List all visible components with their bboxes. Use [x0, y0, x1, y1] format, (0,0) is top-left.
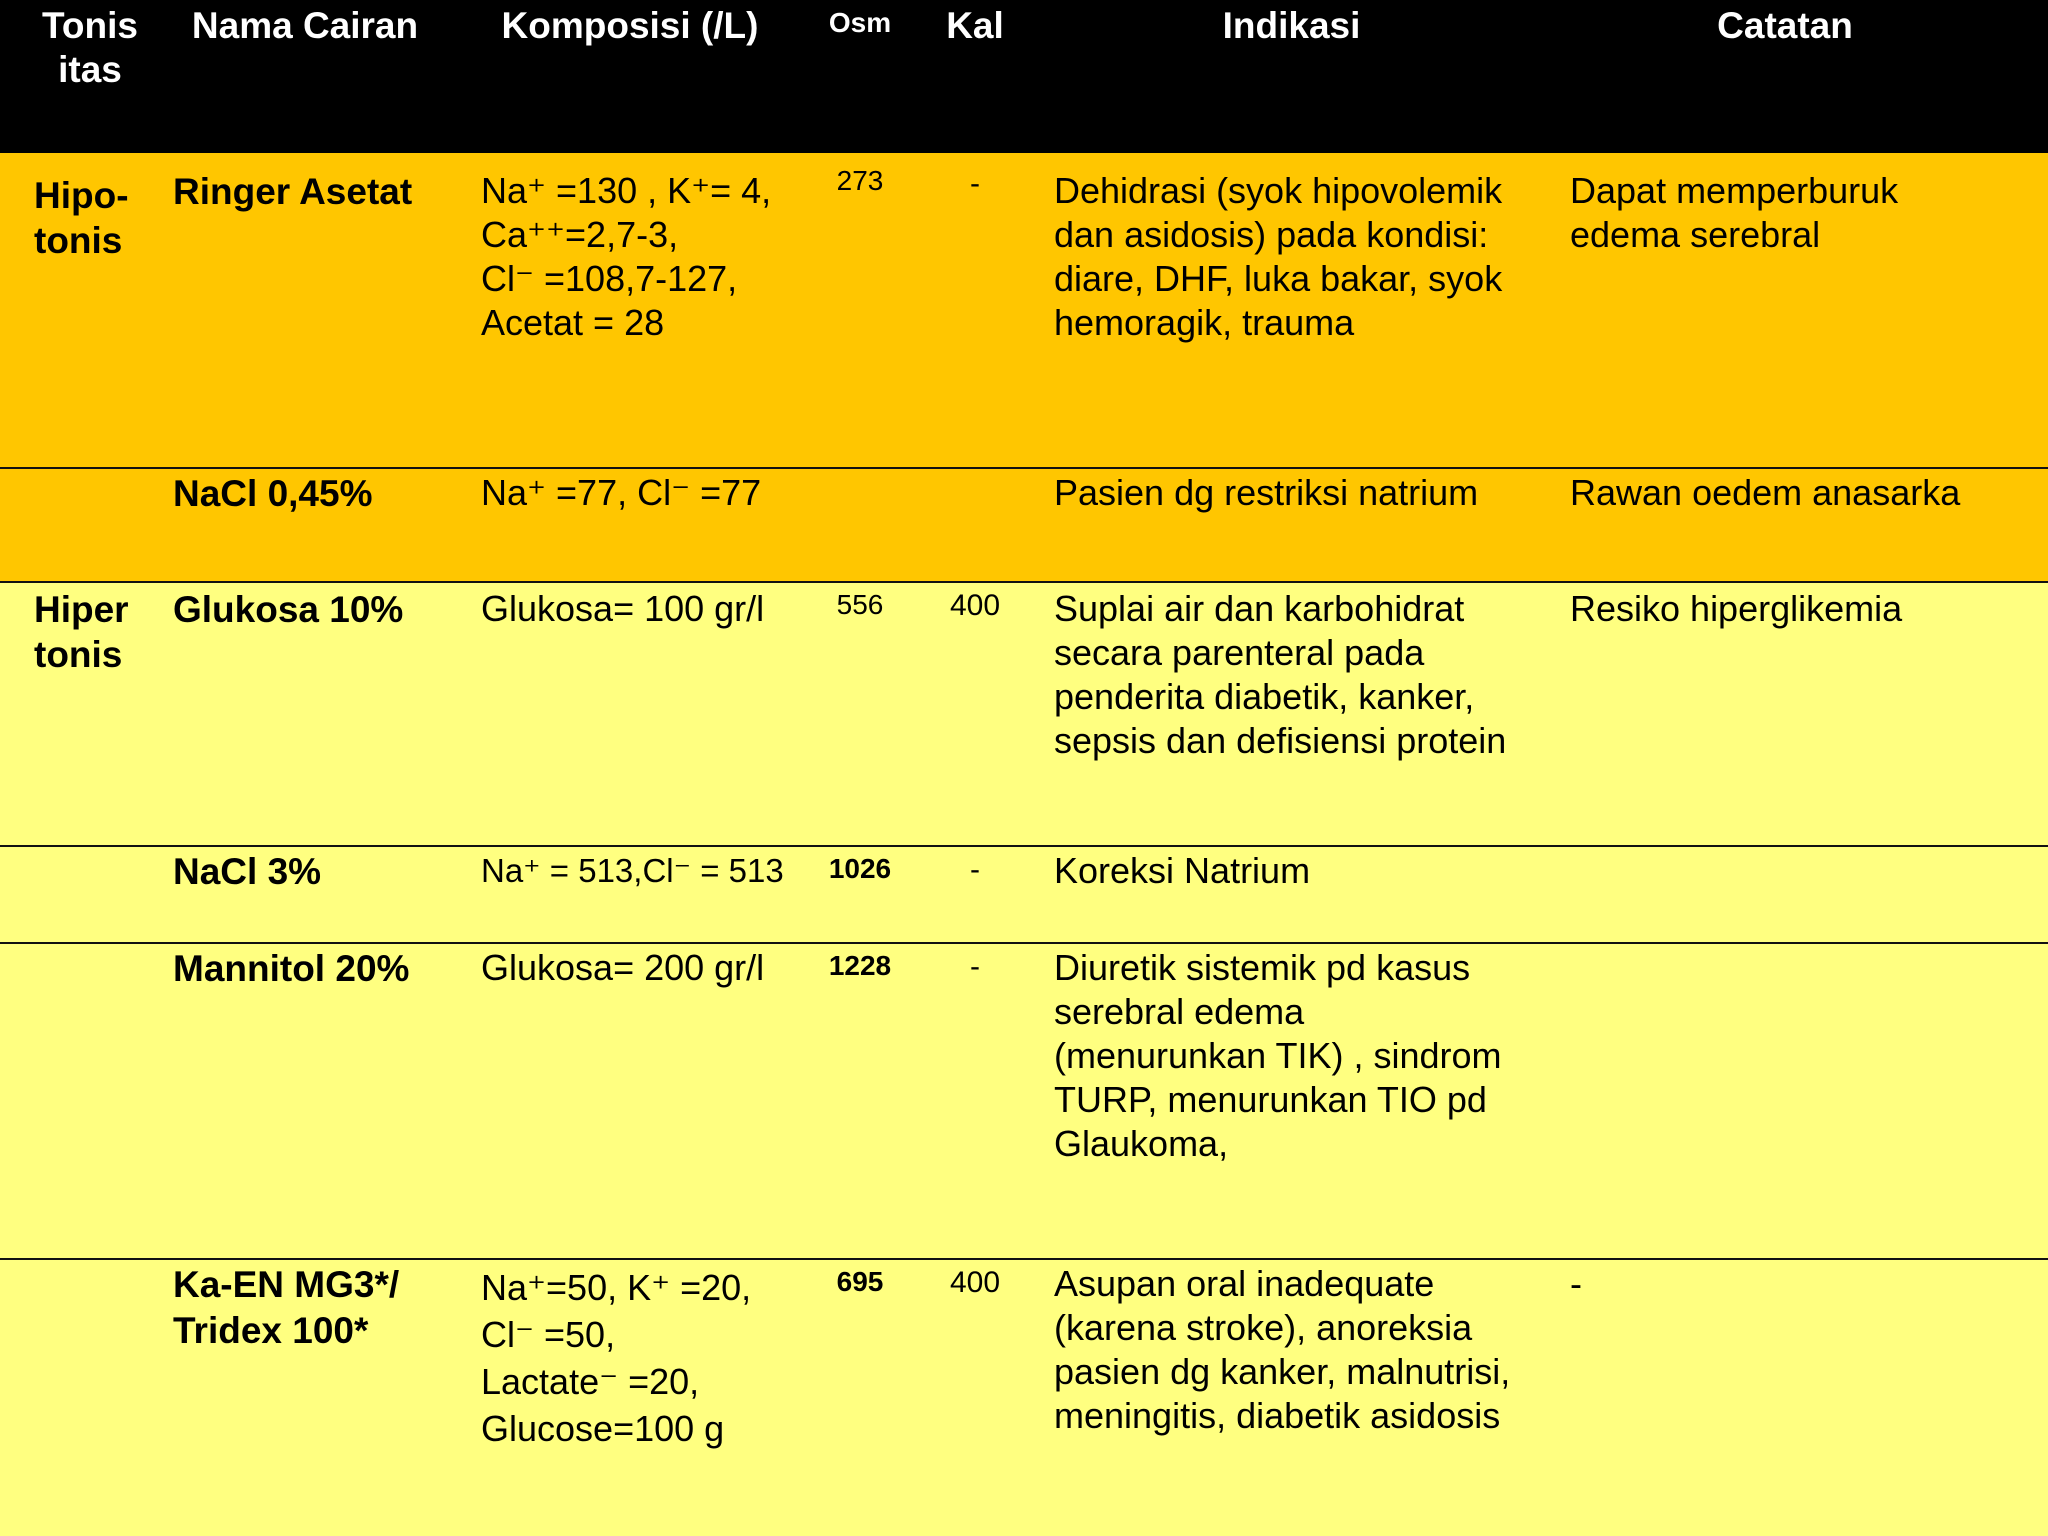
komposisi-cell: Na⁺ =130 , K⁺= 4, Ca⁺⁺=2,7-3, Cl⁻ =108,7-127, Acetat = 28 [481, 170, 772, 343]
nama-cairan-cell: Ka-EN MG3*/ Tridex 100* [173, 1264, 400, 1351]
tonisitas-cell: Hipo- tonis [34, 175, 129, 261]
header-osm: Osm [828, 7, 892, 38]
tonisitas-cell: Hiper tonis [34, 589, 129, 675]
osm-cell: 556 [836, 589, 884, 620]
header-nama-cairan: Nama Cairan [191, 5, 419, 46]
osm-cell: 695 [836, 1266, 884, 1297]
kal-cell: 400 [949, 1266, 1001, 1299]
indikasi-cell: Diuretik sistemik pd kasus serebral edema (menurunkan TIK) , sindrom TURP, menurunkan TIO pd Glaukoma, [1054, 947, 1502, 1164]
indikasi-cell: Koreksi Natrium [1054, 850, 1311, 891]
komposisi-cell: Na⁺=50, K⁺ =20, Cl⁻ =50, Lactate⁻ =20, Glucose=100 g [481, 1267, 752, 1449]
osm-cell: 1228 [828, 950, 892, 981]
header-indikasi: Indikasi [1222, 5, 1361, 46]
nama-cairan-cell: Ringer Asetat [173, 171, 413, 212]
table-row [0, 847, 2048, 944]
table-row [0, 583, 2048, 847]
table-row [0, 1260, 2048, 1536]
osm-cell: 273 [836, 165, 884, 196]
header-catatan: Catatan [1717, 5, 1853, 46]
nama-cairan-cell: NaCl 0,45% [173, 473, 373, 514]
komposisi-cell: Glukosa= 200 gr/l [481, 947, 765, 988]
table-row [0, 153, 2048, 469]
table-header [0, 0, 2048, 153]
indikasi-cell: Asupan oral inadequate (karena stroke), anoreksia pasien dg kanker, malnutrisi, meningitis, diabetik asidosis [1054, 1263, 1511, 1436]
nama-cairan-cell: Glukosa 10% [173, 589, 404, 630]
komposisi-cell: Na⁺ = 513,Cl⁻ = 513 [481, 852, 784, 889]
kal-cell: 400 [949, 589, 1001, 622]
table-row [0, 944, 2048, 1260]
nama-cairan-cell: Mannitol 20% [173, 948, 410, 989]
header-komposisi: Komposisi (/L) [501, 5, 759, 46]
kal-cell: - [970, 167, 980, 200]
komposisi-cell: Na⁺ =77, Cl⁻ =77 [481, 472, 762, 513]
indikasi-cell: Suplai air dan karbohidrat secara parenteral pada penderita diabetik, kanker, sepsis dan defisiensi protein [1054, 588, 1507, 761]
komposisi-cell: Glukosa= 100 gr/l [481, 588, 765, 629]
indikasi-cell: Pasien dg restriksi natrium [1054, 472, 1479, 513]
table-row [0, 469, 2048, 583]
catatan-cell: Rawan oedem anasarka [1570, 472, 1961, 513]
indikasi-cell: Dehidrasi (syok hipovolemik dan asidosis) pada kondisi: diare, DHF, luka bakar, syok hemoragik, trauma [1054, 170, 1503, 343]
catatan-cell: - [1570, 1263, 1582, 1304]
kal-cell: - [970, 950, 980, 983]
catatan-cell: Resiko hiperglikemia [1570, 588, 1903, 629]
osm-cell: 1026 [828, 853, 892, 884]
kal-cell: - [970, 853, 980, 886]
header-kal: Kal [946, 5, 1004, 46]
header-tonisitas: Tonis itas [42, 5, 138, 90]
catatan-cell: Dapat memperburuk edema serebral [1570, 170, 1899, 255]
nama-cairan-cell: NaCl 3% [173, 851, 322, 892]
